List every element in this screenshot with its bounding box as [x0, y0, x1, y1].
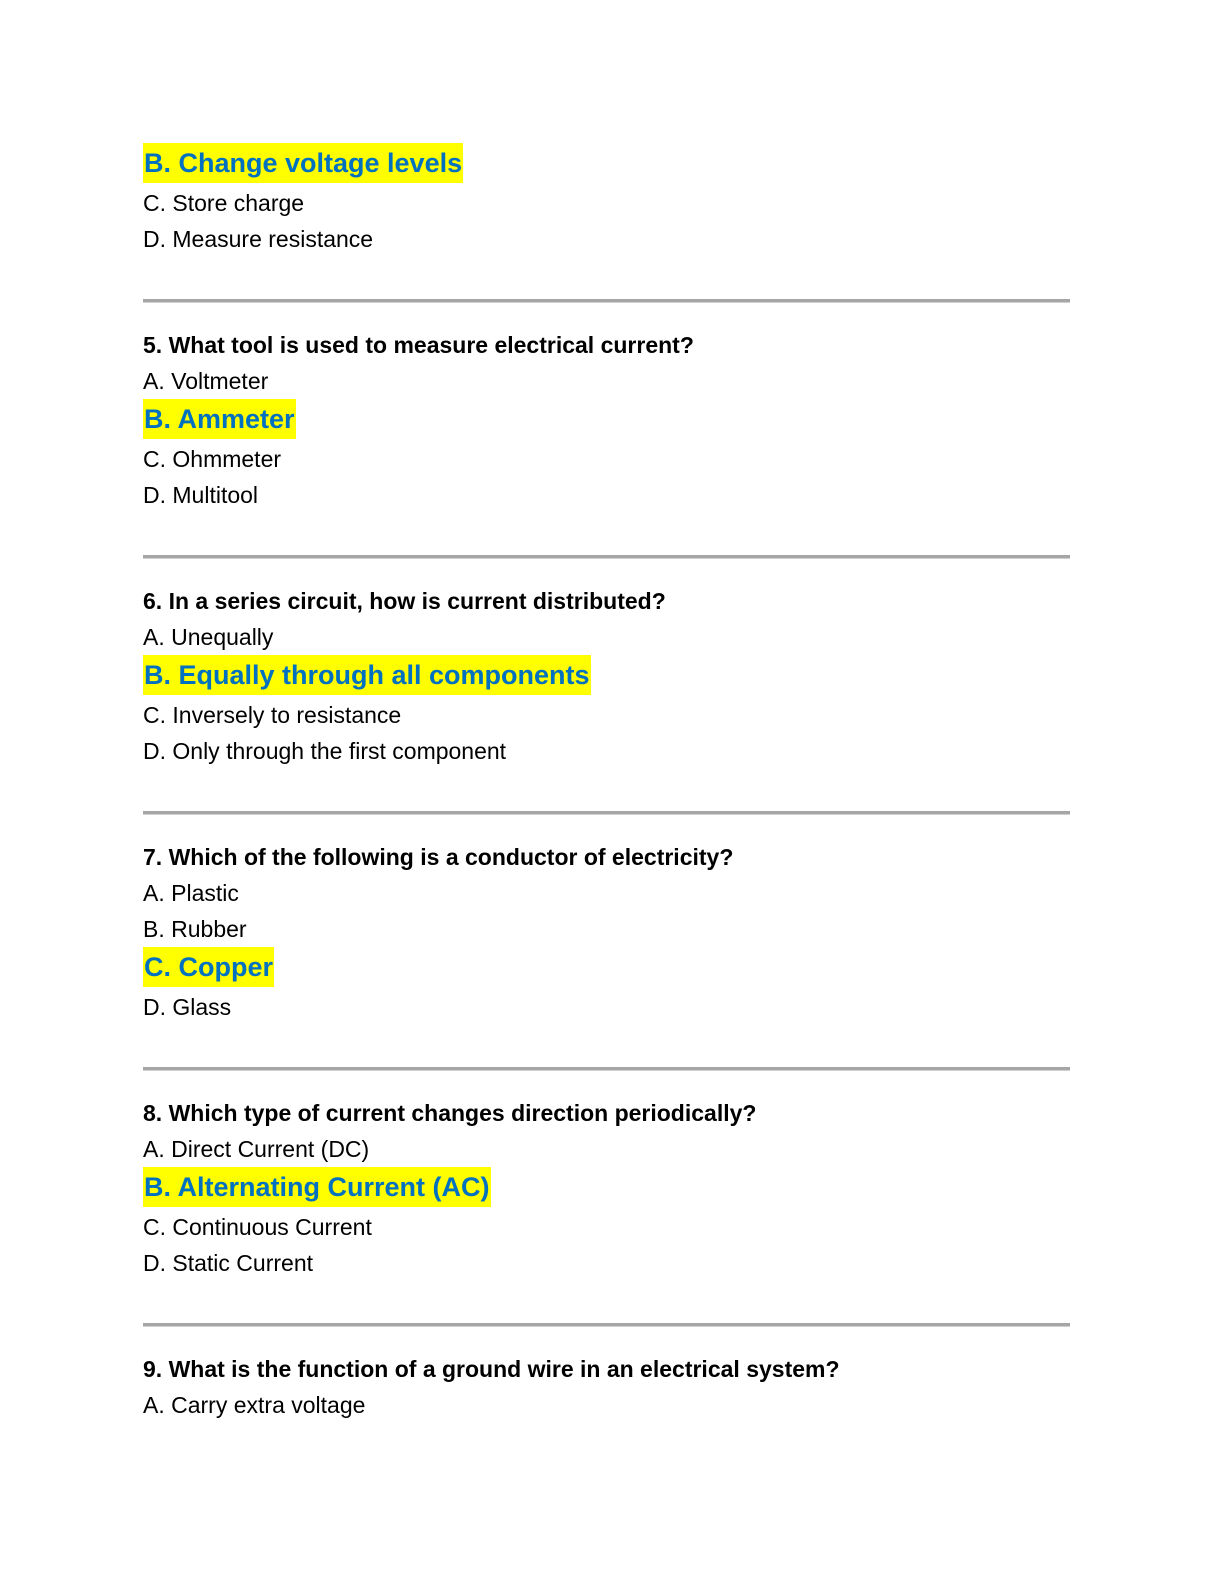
question-7	[143, 839, 1070, 1025]
option: D. Measure resistance	[143, 226, 374, 252]
option: D. Multitool	[143, 482, 259, 508]
correct-answer-row	[143, 1167, 1070, 1209]
option: A. Direct Current (DC)	[143, 1136, 370, 1162]
separator	[143, 299, 1070, 303]
option: D. Static Current	[143, 1250, 313, 1276]
question-text: 7. Which of the following is a conductor of electricity?	[143, 844, 734, 870]
option: D. Glass	[143, 994, 232, 1020]
option: C. Continuous Current	[143, 1214, 372, 1240]
question-6	[143, 583, 1070, 769]
option: A. Unequally	[143, 624, 274, 650]
correct-answer: C. Copper	[143, 947, 274, 987]
correct-answer-row	[143, 947, 1070, 989]
option: A. Plastic	[143, 880, 239, 906]
separator	[143, 555, 1070, 559]
option: C. Inversely to resistance	[143, 702, 402, 728]
option: C. Ohmmeter	[143, 446, 282, 472]
separator	[143, 1323, 1070, 1327]
separator	[143, 811, 1070, 815]
question-text: 5. What tool is used to measure electrical current?	[143, 332, 694, 358]
correct-answer: B. Equally through all components	[143, 655, 591, 695]
option: A. Carry extra voltage	[143, 1392, 366, 1418]
correct-answer: B. Ammeter	[143, 399, 296, 439]
option: B. Rubber	[143, 916, 247, 942]
correct-answer: B. Alternating Current (AC)	[143, 1167, 491, 1207]
question-text: 8. Which type of current changes direction periodically?	[143, 1100, 757, 1126]
option: C. Store charge	[143, 190, 305, 216]
question-5	[143, 327, 1070, 513]
quiz-page	[143, 143, 1070, 1423]
question-text: 6. In a series circuit, how is current distributed?	[143, 588, 666, 614]
question-8	[143, 1095, 1070, 1281]
correct-answer-row	[143, 655, 1070, 697]
option: D. Only through the first component	[143, 738, 507, 764]
correct-answer: B. Change voltage levels	[143, 143, 463, 183]
question-9	[143, 1351, 1070, 1423]
correct-answer-row	[143, 399, 1070, 441]
question-4-continuation	[143, 143, 1070, 257]
separator	[143, 1067, 1070, 1071]
option: A. Voltmeter	[143, 368, 269, 394]
question-text: 9. What is the function of a ground wire in an electrical system?	[143, 1356, 840, 1382]
correct-answer-row	[143, 143, 1070, 185]
